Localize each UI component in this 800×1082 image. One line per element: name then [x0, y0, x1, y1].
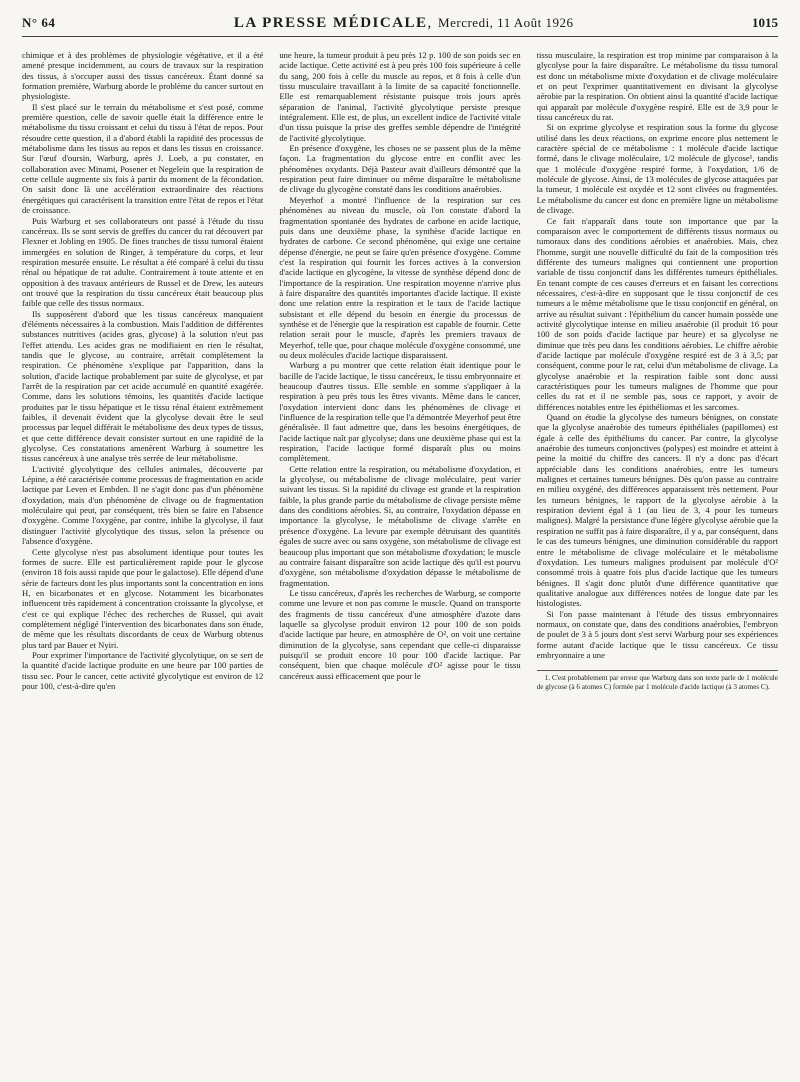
page-number: 1015 [751, 15, 778, 30]
paragraph: Il s'est placé sur le terrain du métabolisme et s'est posé, comme première question, celle de savoir quelle était la différence entre le métabolisme du tissu croissant et celui du tissu à l'état de repos. Pour résoudre cette question, il a d'abord établi la rapidité des processus de métabolisme dans les tissus au repos et dans les tissus en croissance. Sur l'œuf d'oursin, Warburg, après J. Loeb, a pu constater, en collaboration avec Minami, Posener et Negelein que la respiration de cette cellule augmente six fois à partir du moment de la fécondation. On saisit donc là une accélération extraordinaire des réactions énergétiques qui caractérisent la transition entre l'état de repos et l'état de croissance. [22, 101, 264, 216]
paragraph: chimique et à des problèmes de physiologie végétative, et il a été amené presque incidemment, au cours de travaux sur la respiration des tissus, à s'occuper aussi des tissus cancéreux. Étant donné sa formation première, Warburg aborde le problème du cancer surtout en physiologiste. [22, 50, 264, 102]
footnote [537, 670, 778, 691]
page-header [22, 10, 778, 37]
paragraph: Warburg a pu montrer que cette relation était identique pour le bacille de l'acide lactique, le tissu cancéreux, le tissu embryonnaire et beaucoup d'autres tissus. Elle semble en somme s'appliquer à la respiration à peu près tous les êtres vivants. Même dans le cancer, l'oxydation intervient donc dans les phénomènes de clivage et l'influence de la respiration telle que l'a démontrée Meyerhof peut être généralisée. Il faut admettre que, dans les besoins énergétiques, de l'acide lactique naît par glycolyse; dans une deuxième phase qui est la respiration, l'acide lactique formé disparaît plus ou moins complètement. [279, 360, 521, 464]
column-3 [537, 50, 778, 1074]
paragraph: Le tissu cancéreux, d'après les recherches de Warburg, se comporte comme une levure et non pas comme le muscle. Quand on transporte des fragments de tissu cancéreux d'une atmosphère d'azote dans laquelle sa glycolyse produit environ 12 pour 100 de son poids d'acide lactique par heure, en atmosphère de O², on voit une certaine diminution de la glycolyse, sans cependant que celle-ci disparaisse puisqu'il se produit encore 10 pour 100 d'acide lactique. Par conséquent, bien que chaque molécule d'O² agisse pour le tissu cancéreux aussi efficacement que pour le [279, 587, 521, 681]
paragraph: Pour exprimer l'importance de l'activité glycolytique, on se sert de la quantité d'acide lactique produite en une heure par 100 parties de tissu sec. Pour le cancer, cette activité glycolytique est environ de 12 pour 100, c'est-à-dire qu'en [22, 649, 264, 691]
issue-number: N° 64 [22, 15, 56, 30]
paragraph: Cette glycolyse n'est pas absolument identique pour toutes les formes de sucre. Elle est particulièrement rapide pour le glycose (environ 18 fois aussi rapide que pour le galactose). Elle dépend d'une série de facteurs dont les plus importants sont la concentration en ions H, en bicarbonates et en glycose. Notamment les bicarbonates influencent très rapidement à concentration croissante la glycolyse, et c'est ce qui explique l'échec des recherches de Russel, qui avait complètement négligé l'intervention des bicarbonates dans son étude, de même que les résultats discordants de ceux de Warburg obtenus plus tard par Bauer et Nyiri. [22, 546, 264, 650]
article-body [22, 50, 778, 1074]
paragraph: tissu musculaire, la respiration est trop minime par comparaison à la glycolyse pour la faire disparaître. Le métabolisme du tissu tumoral est donc un métabolisme mixte d'oxydation et de clivage moléculaire et on peut l'exprimer quantitativement en divisant la glycolyse aérobie par la respiration. On obtient ainsi la quantité d'acide lactique qui apparaît par molécule d'oxygène respiré. Elle est de 3,9 pour le tissu cancéreux du rat. [536, 50, 778, 123]
paragraph: Ce fait n'apparaît dans toute son importance que par la comparaison avec le comportement de différents tissus normaux ou tumoraux dans des conditions aérobies et anaérobies. Mais, chez l'homme, surgit une nouvelle difficulté du fait de la composition très différente des tumeurs malignes qui contiennent une proportion variable de tissu conjonctif dans les différentes tumeurs épithéliales. En tenant compte de ces causes d'erreurs et en faisant les corrections nécessaires, c'est-à-dire en supposant que le tissu conjonctif de ces tumeurs a le même métabolisme que le tissu conjonctif en général, on arrive au résultat suivant : l'épithélium du cancer humain possède une activité glycolytique intense en milieu anaérobie (il produit 16 pour 100 de son poids d'acide lactique par heure) et sa glycolyse ne diminue que très peu dans les conditions aérobies. Le chiffre aérobie d'acide lactique par molécule d'oxygène respiré est de 3 à 3,5; par conséquent, comme pour le rat, celui d'un métabolisme de clivage. La glycolyse anaérobie et la respiration faible sont donc aussi caractéristiques pour les tumeurs malignes de l'homme que pour celles du rat et il ne semble pas, sous ce rapport, y avoir de différences notables entre les épithéliomas et les sarcomes. [536, 215, 778, 412]
paragraph: L'activité glycolytique des cellules animales, découverte par Lépine, a été caractérisée comme processus de fragmentation en acide lactique par Leven et Embden. Il ne s'agit donc pas d'un phénomène d'oxydation, mais d'un phénomène de clivage ou de fragmentation moléculaire qui peut, par conséquent, très bien se faire en l'absence d'oxygène. Comme l'oxygène, par contre, inhibe la glycolyse, il faut distinguer l'activité glycolytique des tissus, selon la présence ou l'absence d'oxygène. [22, 463, 264, 547]
paragraph: Meyerhof a montré l'influence de la respiration sur ces phénomènes au niveau du muscle, où l'on constate d'abord la fragmentation spontanée des hydrates de carbone en acide lactique, puis dans une deuxième phase, la synthèse d'acide lactique en hydrates de carbone. Ce second phénomène, qui exige une certaine dépense d'énergie, ne peut se faire qu'en présence d'oxygène. Comme c'est la respiration qui fournit les forces actives à la conversion d'acide lactique en glycogène, la vitesse de synthèse dépend donc de l'importance de la respiration. Une respiration moyenne n'arrive plus à faire disparaître des quantités importantes d'acide lactique. Il existe donc une relation entre la respiration et le taux de l'acide lactique subsistant et elle dépend du besoin en énergie du processus de synthèse et de l'énergie que la respiration est capable de fournir. Cette relation serait pour le muscle, d'après les premiers travaux de Meyerhof, telle que, pour chaque molécule d'oxygène consommé, une ou deux molécules d'acide lactique disparaissent. [279, 194, 521, 360]
paragraph: Si on exprime glycolyse et respiration sous la forme du glycose utilisé dans les deux réactions, on exprime encore plus nettement le caractère spécial de ce métabolisme : 1 molécule d'acide lactique formé, dans le clivage moléculaire, 1/2 molécule de glycose¹, tandis que 1 molécule d'oxygène respiré forme, à l'oxydation, 1/6 de molécule de glycose. Ainsi, de 13 molécules de glycose attaquées par la tumeur, 1 molécule est oxydée et 12 sont clivées ou fragmentées. Le métabolisme du cancer est donc en première ligne un métabolisme de clivage. [536, 122, 778, 216]
footnote-text: 1. C'est probablement par erreur que Warburg dans son texte parle de 1 molécule de glycose (à 6 atomes C) formée par 1 molécule d'acide lactique (à 3 atomes C). [536, 674, 778, 691]
issue-date: Mercredi, 11 Août 1926 [438, 14, 574, 30]
column-2 [279, 50, 520, 1074]
paragraph: Puis Warburg et ses collaborateurs ont passé à l'étude du tissu cancéreux. Ils se sont servis de greffes du cancer du rat découvert par Flexner et Jobling en 1905. De fines tranches de tissu tumoral étaient immergées en solution de Ringer, à température du corps, et leur respiration mesurée ensuite. Le résultat a été comparé à celui du tissu rénal ou hépatique de rat adulte. Contrairement à toute attente et en opposition à des travaux antérieurs de Russel et de Drew, les auteurs ont trouvé que la respiration du tissu cancéreux était beaucoup plus faible que celle des tissus normaux. [22, 215, 264, 309]
running-head: LA PRESSE MÉDICALE, Mercredi, 11 Août 1926 [233, 14, 574, 31]
paragraph: En présence d'oxygène, les choses ne se passent plus de la même façon. La fragmentation du glycose entre en conflit avec les phénomènes oxydants. Déjà Pasteur avait d'ailleurs démontré que la respiration peut faire diminuer ou même disparaître le métabolisme de clivage du glycogène constaté dans les conditions anaérobies. [279, 143, 521, 195]
paragraph: une heure, la tumeur produit à peu près 12 p. 100 de son poids sec en acide lactique. Cette activité est à peu près 100 fois supérieure à celle du sang, 200 fois à celle du muscle au repos, et 8 fois à celle d'un tissu musculaire travaillant à la limite de sa capacité fonctionnelle. Elle est remarquablement résistante puisque trois jours après séparation de l'animal, l'activité glycolytique persiste presque intégralement. Elle est, de plus, un excellent indice de l'activité vitale d'un tissu puisque la prise des greffes semble dépendre de l'intégrité de l'activité glycolytique. [279, 50, 521, 143]
column-1 [22, 50, 263, 1074]
paragraph: Cette relation entre la respiration, ou métabolisme d'oxydation, et la glycolyse, ou métabolisme de clivage moléculaire, peut varier suivant les tissus. Si la rapidité du clivage est grande et la respiration faible, la plus grande partie du métabolisme de clivage persiste même dans des conditions aérobies. Si, au contraire, l'oxydation dépasse en importance la glycolyse, le métabolisme de clivage s'arrête en présence d'oxygène. La levure par exemple détruisant des quantités égales de sucre avec ou sans oxygène, son métabolisme de clivage est beaucoup plus important que son métabolisme d'oxydation; le muscle au contraire faisant disparaître son acide lactique dès qu'il est pourvu d'oxygène, son métabolisme d'oxydation dépasse le métabolisme de fragmentation. [279, 463, 521, 588]
column-3-paragraphs [537, 50, 778, 660]
journal-title: LA PRESSE MÉDICALE [233, 14, 428, 31]
paragraph: Quand on étudie la glycolyse des tumeurs bénignes, on constate que la glycolyse anaérobie des tumeurs épithéliales (papillomes) est égale à celle des épithéliums du cancer. Par contre, la glycolyse anaérobie des tumeurs conjonctives (polypes) est moindre et atteint à peine la moitié du chiffre des cancers. Il n'y a donc pas d'écart appréciable dans les conditions anaérobies, entre les tumeurs malignes et certaines tumeurs bénignes. Dès qu'on passe au contraire en milieu oxygéné, des différences apparaissent très nettement. Pour les tumeurs bénignes, le rapport de la glycolyse aérobie à la respiration devient égal à 1 (au lieu de 3, 4 pour les tumeurs malignes). Malgré la persistance d'une légère glycolyse aérobie que la respiration ne suffit pas à faire disparaître, il y a, par conséquent, dans le cas des tumeurs bénignes, une diminution considérable du rapport entre le métabolisme de clivage moléculaire et le métabolisme d'oxydation. Les tumeurs malignes produisent par molécule d'O² consommé trois à quatre fois plus d'acide lactique que les tumeurs bénignes. Il s'agit donc plutôt d'une différence quantitative que qualitative analogue aux différences notées de longue date par les histologistes. [536, 412, 778, 609]
paragraph: Ils supposèrent d'abord que les tissus cancéreux manquaient d'éléments nécessaires à la combustion. Mais l'addition de différentes substances nutritives (acides gras, glycose) à la solution n'eut pas l'effet attendu. Les acides gras ne modifiaient en rien le résultat, tandis que le glycose, au contraire, arrêtait complètement la respiration. Ce phénomène s'explique par l'apparition, dans la solution, d'acide lactique probablement par suite de glycolyse, et par l'arrêt de la respiration par cet acide accumulé en quantité exagérée. Comme, dans les solutions témoins, les quantités d'acide lactique produites par le tissu hépatique et le tissu rénal étaient extrêmement faibles, il devenait évident que la glycolyse devait être le seul processus par lequel différait le métabolisme des deux types de tissus, et que cette différence devait consister surtout en une rapidité de la glycolyse. Ces constatations amenèrent Warburg à soumettre les tissus cancéreux à une analyse très serrée de leur métabolisme. [22, 308, 264, 464]
paragraph: Si l'on passe maintenant à l'étude des tissus embryonnaires normaux, on constate que, dans des conditions anaérobies, l'embryon de poulet de 3 à 5 jours dont s'est servi Warburg pour ses expériences forme autant d'acide lactique que le tissu cancéreux. Ce tissu embryonnaire a une [536, 608, 778, 660]
